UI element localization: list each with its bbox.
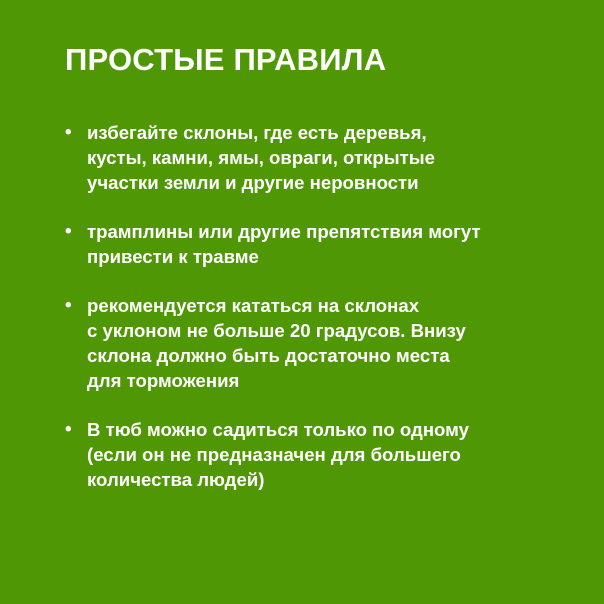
rule-text-line: кусты, камни, ямы, овраги, открытые — [87, 147, 435, 168]
rule-item-jumps — [65, 219, 564, 269]
rule-item-avoid-obstacles — [65, 120, 564, 195]
rule-text-line: В тюб можно садиться только по одному — [87, 419, 470, 440]
rule-text-line: количества людей) — [87, 469, 265, 490]
bullet-icon: • — [65, 221, 72, 242]
rule-text-line: рекомендуется кататься на склонах — [87, 295, 420, 316]
rule-text-line: участки земли и другие неровности — [87, 172, 419, 193]
rule-item-slope-angle — [65, 293, 564, 393]
bullet-icon: • — [65, 122, 72, 143]
rule-text-line: трамплины или другие препятствия могут — [87, 221, 481, 242]
bullet-icon: • — [65, 295, 72, 316]
page-title: ПРОСТЫЕ ПРАВИЛА — [65, 42, 387, 77]
rule-item-one-person — [65, 417, 564, 492]
bullet-icon: • — [65, 419, 72, 440]
rule-text-line: с уклоном не больше 20 градусов. Внизу — [87, 320, 466, 341]
rule-text-line: склона должно быть достаточно места — [87, 345, 450, 366]
rule-text-line: избегайте склоны, где есть деревья, — [87, 122, 427, 143]
rules-list — [65, 120, 564, 492]
rule-text-line: привести к травме — [87, 246, 259, 267]
rule-text-line: (если он не предназначен для большего — [87, 444, 461, 465]
rule-text-line: для торможения — [87, 370, 240, 391]
